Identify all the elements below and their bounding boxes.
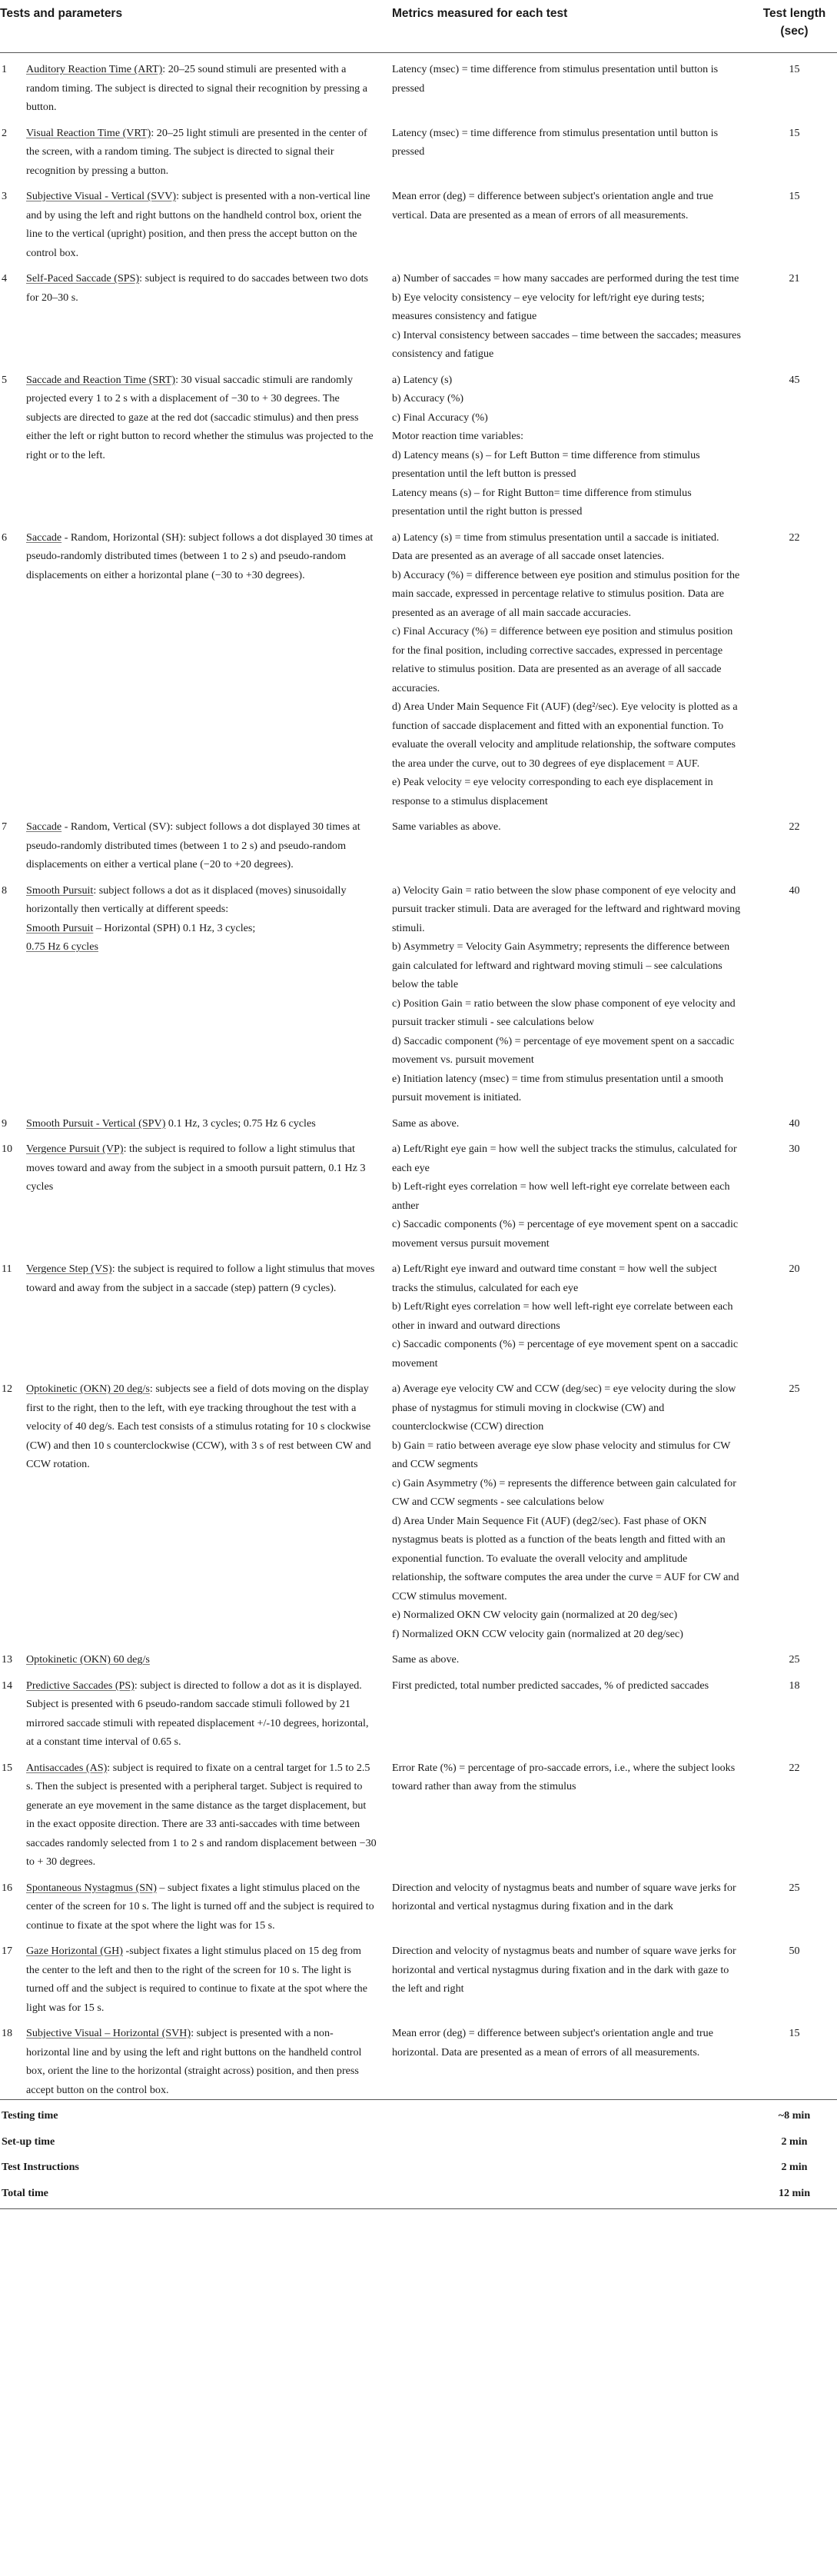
metrics-cell — [392, 1373, 752, 1643]
test-name: Smooth Pursuit - Vertical (SPV) — [26, 1117, 166, 1130]
metric-line: Latency means (s) – for Right Button= time difference from stimulus presentation until the right button is pressed — [392, 486, 692, 518]
test-desc: : the subject is required to follow a light stimulus that moves toward and away from the subject in a saccade (step) pattern (9 cycles). — [26, 1263, 375, 1294]
metric-line: Mean error (deg) = difference between subject's orientation angle and true horizontal. Data are presented as a mean of errors of all measurements. — [392, 2027, 713, 2058]
test-name: Self-Paced Saccade (SPS) — [26, 272, 140, 285]
metric-line: b) Accuracy (%) = difference between eye position and stimulus position for the main saccade, expressed in percentage relative to stimulus position. Data are presented as an average of all main saccade accuracies. — [392, 568, 740, 619]
test-description — [26, 1872, 392, 1935]
metric-line: a) Number of saccades = how many saccades are performed during the test time — [392, 272, 739, 285]
metrics-cell — [392, 521, 752, 811]
test-name: Vergence Pursuit (VP) — [26, 1143, 124, 1155]
metric-line: a) Left/Right eye gain = how well the subject tracks the stimulus, calculated for each eye — [392, 1143, 737, 1174]
table-row — [0, 1935, 837, 2017]
test-description — [26, 1373, 392, 1643]
row-number: 10 — [2, 1143, 13, 1155]
metric-line: Same as above. — [392, 1117, 460, 1130]
metric-line: Motor reaction time variables: — [392, 430, 524, 442]
test-desc: : 20–25 light stimuli are presented in the center of the screen, with a random timing. The subject is directed to signal their recognition by pressing a button. — [26, 126, 367, 177]
test-name: Visual Reaction Time (VRT) — [26, 126, 151, 139]
metric-line: c) Interval consistency between saccades – time between the saccades; measures consistency and fatigue — [392, 328, 741, 360]
test-description — [26, 364, 392, 521]
test-name: Subjective Visual - Vertical (SVV) — [26, 190, 177, 202]
metrics-cell — [392, 180, 752, 262]
test-description — [26, 521, 392, 811]
table-row — [0, 1107, 837, 1133]
footer-label: Set-up time — [2, 2135, 55, 2148]
header-tests: Tests and parameters — [0, 0, 392, 53]
test-length: 50 — [789, 1945, 800, 1957]
test-name: Optokinetic (OKN) 60 deg/s — [26, 1653, 150, 1666]
metric-line: a) Latency (s) = time from stimulus presentation until a saccade is initiated. Data are presented as an average of all saccade onset latencies. — [392, 531, 719, 562]
metrics-cell — [392, 262, 752, 364]
row-number: 17 — [2, 1945, 13, 1957]
table-row — [0, 1872, 837, 1935]
metric-line: d) Latency means (s) – for Left Button = time difference from stimulus presentation until the left button is pressed — [392, 448, 700, 480]
row-number: 13 — [2, 1653, 13, 1666]
test-desc: : subject is directed to follow a dot as it is displayed. Subject is presented with 6 pseudo-random saccade stimuli followed by 21 mirrored saccade stimuli with repeated displacement +/-10 degrees, horizontal, at a constant time interval of 0.65 s. — [26, 1679, 369, 1748]
table-row — [0, 117, 837, 181]
table-row — [0, 1669, 837, 1752]
test-length: 25 — [789, 1881, 800, 1894]
row-number: 2 — [2, 126, 8, 139]
test-length: 15 — [789, 63, 800, 75]
test-name: Saccade — [26, 531, 62, 544]
test-desc: : subject is required to do saccades between two dots for 20–30 s. — [26, 272, 369, 304]
metrics-cell — [392, 1107, 752, 1133]
table-row — [0, 53, 837, 117]
table-row — [0, 364, 837, 521]
table-header-row — [0, 0, 837, 53]
metrics-cell — [392, 810, 752, 874]
footer-row — [0, 2154, 837, 2180]
test-name: Saccade and Reaction Time (SRT) — [26, 373, 176, 386]
test-description — [26, 1669, 392, 1752]
metric-line: c) Final Accuracy (%) = difference between eye position and stimulus position for the final position, including corrective saccades, expressed in percentage relative to stimulus position. Data are presented as an average of all saccade accuracies. — [392, 625, 733, 694]
test-description — [26, 1253, 392, 1373]
test-name: Saccade — [26, 820, 62, 833]
metric-line: c) Saccadic components (%) = percentage of eye movement spent on a saccadic movement — [392, 1338, 739, 1370]
header-length: Test length (sec) — [752, 0, 837, 53]
test-description — [26, 874, 392, 1107]
test-desc: : subject follows a dot as it displaced (moves) sinusoidally horizontally then vertically at different speeds: — [26, 884, 347, 915]
metrics-cell — [392, 1253, 752, 1373]
row-number: 14 — [2, 1679, 13, 1692]
table-row — [0, 180, 837, 262]
metric-line: b) Left-right eyes correlation = how well left-right eye correlate between each anther — [392, 1180, 730, 1212]
test-length: 15 — [789, 126, 800, 139]
row-number: 16 — [2, 1881, 13, 1894]
metric-line: d) Area Under Main Sequence Fit (AUF) (deg²/sec). Eye velocity is plotted as a function of saccade displacement and fitted with an exponential function. To evaluate the overall velocity and amplitude relationship, the software computes the area under the curve, out to 30 degrees of eye displacement = AUF. — [392, 701, 738, 770]
metric-line: e) Initiation latency (msec) = time from stimulus presentation until a smooth pursuit movement is initiated. — [392, 1072, 724, 1103]
metrics-cell — [392, 117, 752, 181]
metric-line: Latency (msec) = time difference from stimulus presentation until button is pressed — [392, 126, 719, 158]
metric-line: b) Eye velocity consistency – eye velocity for left/right eye during tests; measures consistency and fatigue — [392, 291, 705, 322]
table-row — [0, 1253, 837, 1373]
test-length: 15 — [789, 2027, 800, 2039]
metric-line: a) Velocity Gain = ratio between the slow phase component of eye velocity and pursuit tracker stimuli. Data are averaged for the leftward and rightward moving stimuli. — [392, 884, 741, 934]
test-desc: : 20–25 sound stimuli are presented with a random timing. The subject is directed to signal their recognition by pressing a button. — [26, 63, 367, 113]
test-description — [26, 1133, 392, 1253]
row-number: 12 — [2, 1383, 13, 1395]
test-length: 25 — [789, 1383, 800, 1395]
row-number: 4 — [2, 272, 8, 285]
footer-value: 2 min — [781, 2161, 808, 2173]
test-desc-sub: – Horizontal (SPH) 0.1 Hz, 3 cycles; — [93, 921, 256, 934]
footer-value: ~8 min — [752, 2100, 837, 2128]
metric-line: Mean error (deg) = difference between subject's orientation angle and true vertical. Data are presented as a mean of errors of all measurements. — [392, 190, 713, 221]
test-desc: : subject is presented with a non-vertical line and by using the left and right buttons on the handheld control box, orient the line to the vertical (upright) position, and then press the accept button on the control box. — [26, 190, 370, 259]
metric-line: Same variables as above. — [392, 820, 501, 833]
test-description — [26, 117, 392, 181]
test-length: 25 — [789, 1653, 800, 1666]
row-number: 15 — [2, 1761, 13, 1774]
metric-line: e) Peak velocity = eye velocity corresponding to each eye displacement in response to a stimulus displacement — [392, 776, 713, 807]
test-desc: : subject is presented with a non-horizontal line and by using the left and right buttons on the handheld control box, orient the line to the horizontal (straight across) position, and then press accept button on the control box. — [26, 2027, 362, 2096]
metric-line: c) Saccadic components (%) = percentage of eye movement spent on a saccadic movement versus pursuit movement — [392, 1218, 739, 1250]
metrics-cell — [392, 1872, 752, 1935]
test-length: 40 — [789, 884, 800, 897]
test-length: 18 — [789, 1679, 800, 1692]
metric-line: Same as above. — [392, 1653, 460, 1666]
metric-line: a) Left/Right eye inward and outward time constant = how well the subject tracks the stimulus, calculated for each eye — [392, 1263, 717, 1294]
metric-line: Latency (msec) = time difference from stimulus presentation until button is pressed — [392, 63, 719, 95]
test-desc-sub2: 0.75 Hz 6 cycles — [26, 940, 98, 953]
test-name-qualifier: Random, Vertical (SV) — [70, 820, 171, 833]
metrics-cell — [392, 1133, 752, 1253]
footer-row — [0, 2180, 837, 2209]
test-name: Optokinetic (OKN) 20 deg/s — [26, 1383, 150, 1395]
test-name-qualifier: Random, Horizontal (SH) — [70, 531, 183, 544]
test-name-separator: - — [61, 820, 71, 833]
test-desc: : subject follows a dot displayed 30 times at pseudo-randomly distributed times (between 1 to 2 s) and pseudo-random displacements on either a vertical plane (−20 to +20 degrees). — [26, 820, 360, 870]
test-length: 22 — [789, 820, 800, 833]
test-length: 20 — [789, 1263, 800, 1275]
metric-line: b) Gain = ratio between average eye slow phase velocity and stimulus for CW and CCW segments — [392, 1439, 731, 1470]
test-desc: : 30 visual saccadic stimuli are randomly projected every 1 to 2 s with a displacement of −30 to + 30 degrees. The subjects are directed to gaze at the red dot (saccadic stimulus) and then press either the left or right button to record whether the stimulus was projected to the right or to the left. — [26, 373, 374, 461]
row-number: 3 — [2, 190, 8, 202]
footer-row — [0, 2100, 837, 2128]
test-description — [26, 2017, 392, 2100]
test-description — [26, 810, 392, 874]
row-number: 11 — [2, 1263, 12, 1275]
row-number: 8 — [2, 884, 8, 897]
footer-label: Testing time — [0, 2100, 752, 2128]
metric-line: d) Area Under Main Sequence Fit (AUF) (deg2/sec). Fast phase of OKN nystagmus beats is plotted as a function of the beats length and fitted with an exponential function. To evaluate the overall velocity and amplitude relationship, the software computes the area under the curve = AUF for CW and CCW stimulus movement. — [392, 1514, 739, 1603]
test-name: Auditory Reaction Time (ART) — [26, 63, 163, 75]
metric-line: c) Final Accuracy (%) — [392, 411, 488, 424]
test-description — [26, 1752, 392, 1872]
test-desc: : subject is required to fixate on a central target for 1.5 to 2.5 s. Then the subject is presented with a peripheral target. Subject is required to generate an eye movement in the same distance as the target displacement, but in the exact opposite direction. There are 33 anti-saccades with time between saccades randomly selected from 1 to 2 s and random displacement between −30 to + 30 degrees. — [26, 1761, 377, 1868]
table-row — [0, 810, 837, 874]
row-number: 5 — [2, 373, 8, 386]
metric-line: b) Left/Right eyes correlation = how well left-right eye correlate between each other in inward and outward directions — [392, 1300, 733, 1332]
metrics-cell — [392, 53, 752, 117]
table-row — [0, 521, 837, 811]
metric-line: b) Accuracy (%) — [392, 392, 464, 404]
row-number: 6 — [2, 531, 8, 544]
test-desc: -subject fixates a light stimulus placed on 15 deg from the center to the left and then to the right of the screen for 10 s. The light is turned off and the subject is required to continue to fixate at the spot where the light was for 15 s. — [26, 1945, 367, 2014]
row-number: 18 — [2, 2027, 13, 2039]
header-metrics: Metrics measured for each test — [392, 0, 752, 53]
test-name: Spontaneous Nystagmus (SN) — [26, 1881, 157, 1894]
metric-line: Direction and velocity of nystagmus beats and number of square wave jerks for horizontal and vertical nystagmus during fixation and in the dark — [392, 1881, 736, 1912]
footer-row — [0, 2128, 837, 2155]
metric-line: a) Average eye velocity CW and CCW (deg/sec) = eye velocity during the slow phase of nystagmus for stimuli moving in clockwise (CW) and counterclockwise (CCW) direction — [392, 1383, 736, 1433]
row-number: 1 — [2, 63, 8, 75]
footer-label: Test Instructions — [2, 2161, 79, 2173]
test-desc: – subject fixates a light stimulus placed on the center of the screen for 10 s. The light is turned off and the subject is required to continue to fixate at the spot where the light was for 15 s. — [26, 1881, 374, 1932]
table-row — [0, 874, 837, 1107]
metric-line: c) Position Gain = ratio between the slow phase component of eye velocity and pursuit tracker stimuli - see calculations below — [392, 997, 736, 1028]
metrics-cell — [392, 1935, 752, 2017]
test-description — [26, 1643, 392, 1669]
table-row — [0, 2017, 837, 2100]
test-name-sub: Smooth Pursuit — [26, 921, 94, 934]
footer-value: 12 min — [752, 2180, 837, 2209]
table-row — [0, 1643, 837, 1669]
test-description — [26, 180, 392, 262]
metric-line: Direction and velocity of nystagmus beats and number of square wave jerks for horizontal and vertical nystagmus during fixation and in the dark with gaze to the left and right — [392, 1945, 736, 1995]
test-length: 45 — [789, 373, 800, 386]
test-description — [26, 53, 392, 117]
metrics-cell — [392, 874, 752, 1107]
metrics-cell — [392, 1669, 752, 1752]
metric-line: a) Latency (s) — [392, 373, 453, 386]
table-row — [0, 262, 837, 364]
footer-value: 2 min — [781, 2135, 808, 2148]
metric-line: First predicted, total number predicted saccades, % of predicted saccades — [392, 1679, 709, 1692]
table-row — [0, 1752, 837, 1872]
test-description — [26, 1107, 392, 1133]
test-name: Subjective Visual – Horizontal (SVH) — [26, 2027, 191, 2039]
metrics-cell — [392, 1752, 752, 1872]
metric-line: Error Rate (%) = percentage of pro-saccade errors, i.e., where the subject looks toward rather than away from the stimulus — [392, 1761, 736, 1792]
test-length: 15 — [789, 190, 800, 202]
metrics-cell — [392, 364, 752, 521]
metric-line: e) Normalized OKN CW velocity gain (normalized at 20 deg/sec) — [392, 1609, 678, 1621]
test-length: 22 — [789, 531, 800, 544]
metric-line: c) Gain Asymmetry (%) = represents the difference between gain calculated for CW and CCW segments - see calculations below — [392, 1476, 736, 1508]
metrics-cell — [392, 1643, 752, 1669]
row-number: 7 — [2, 820, 8, 833]
metrics-cell — [392, 2017, 752, 2100]
test-length: 40 — [789, 1117, 800, 1130]
test-name: Gaze Horizontal (GH) — [26, 1945, 124, 1957]
metric-line: f) Normalized OKN CCW velocity gain (normalized at 20 deg/sec) — [392, 1627, 683, 1640]
test-name: Antisaccades (AS) — [26, 1761, 108, 1774]
test-length: 22 — [789, 1761, 800, 1774]
table-row — [0, 1373, 837, 1643]
test-name: Smooth Pursuit — [26, 884, 94, 897]
footer-label: Total time — [0, 2180, 752, 2209]
test-name: Predictive Saccades (PS) — [26, 1679, 135, 1692]
test-description — [26, 262, 392, 364]
table-row — [0, 1133, 837, 1253]
row-number: 9 — [2, 1117, 8, 1130]
test-desc: : the subject is required to follow a light stimulus that moves toward and away from the subject in a smooth pursuit pattern, 0.1 Hz 3 cycles — [26, 1143, 366, 1193]
test-desc: : subjects see a field of dots moving on the display first to the right, then to the left, with eye tracking throughout the test with a velocity of 40 deg/s. Each test consists of a stimulus rotating for 10 s clockwise (CW) and then 10 s counterclockwise (CCW), with 3 s of rest between CW and CCW rotation. — [26, 1383, 371, 1470]
test-length: 30 — [789, 1143, 800, 1155]
test-desc: 0.1 Hz, 3 cycles; 0.75 Hz 6 cycles — [165, 1117, 316, 1130]
test-desc: : subject follows a dot displayed 30 times at pseudo-randomly distributed times (between 1 to 2 s) and pseudo-random displacements on either a horizontal plane (−30 to +30 degrees). — [26, 531, 374, 581]
test-length: 21 — [789, 272, 800, 285]
table-body — [0, 53, 837, 2209]
test-description — [26, 1935, 392, 2017]
metric-line: b) Asymmetry = Velocity Gain Asymmetry; represents the difference between gain calculated for leftward and rightward moving stimuli – see calculations below the table — [392, 940, 730, 990]
test-name: Vergence Step (VS) — [26, 1263, 112, 1275]
test-name-separator: - — [61, 531, 71, 544]
metric-line: d) Saccadic component (%) = percentage of eye movement spent on a saccadic movement vs. pursuit movement — [392, 1034, 735, 1066]
